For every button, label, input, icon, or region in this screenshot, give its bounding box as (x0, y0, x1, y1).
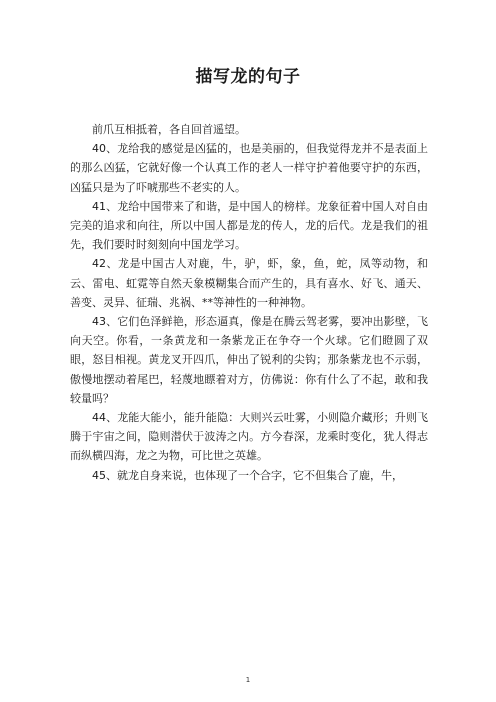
paragraph: 40、龙给我的感觉是凶猛的，也是美丽的，但我觉得龙并不是表面上的那么凶猛，它就好像一个认真工作的老人一样守护着他要守护的东西，凶猛只是为了吓唬那些不老实的人。 (70, 142, 428, 194)
paragraph: 45、就龙自身来说，也体现了一个合字，它不但集合了鹿，牛， (92, 468, 403, 482)
paragraph: 42、龙是中国古人对鹿，牛，驴，虾，象，鱼，蛇，凤等动物，和云、雷电、虹霓等自然天象模糊集合而产生的，具有喜水、好飞、通天、善变、灵异、征瑞、兆祸、**等神性的一种神物。 (70, 257, 428, 309)
document-title: 描写龙的句子 (195, 67, 301, 87)
document-body (70, 120, 428, 485)
paragraph: 43、它们色泽鲜艳，形态逼真，像是在腾云驾老雾，要冲出影壁，飞向天空。你看，一条黄龙和一条紫龙正在争夺一个火球。它们瞪圆了双眼，怒目相视。黄龙叉开四爪，伸出了锐利的尖钩；那条紫龙也不示弱，傲慢地摆动着尾巴，轻蔑地瞟着对方，仿佛说：你有什么了不起，敢和我较量吗？ (70, 315, 428, 405)
paragraph: 41、龙给中国带来了和谐，是中国人的榜样。龙象征着中国人对自由完美的追求和向往，所以中国人都是龙的传人，龙的后代。龙是我们的祖先，我们要时时刻刻向中国龙学习。 (70, 199, 428, 252)
paragraph: 前爪互相抵着，各自回首遥望。 (92, 123, 246, 136)
page-number: 1 (245, 676, 251, 684)
paragraph: 44、龙能大能小，能升能隐：大则兴云吐雾，小则隐介藏形；升则飞腾于宇宙之间，隐则潜伏于波涛之内。方今春深，龙乘时变化，犹人得志而纵横四海，龙之为物，可比世之英雄。 (70, 411, 428, 463)
